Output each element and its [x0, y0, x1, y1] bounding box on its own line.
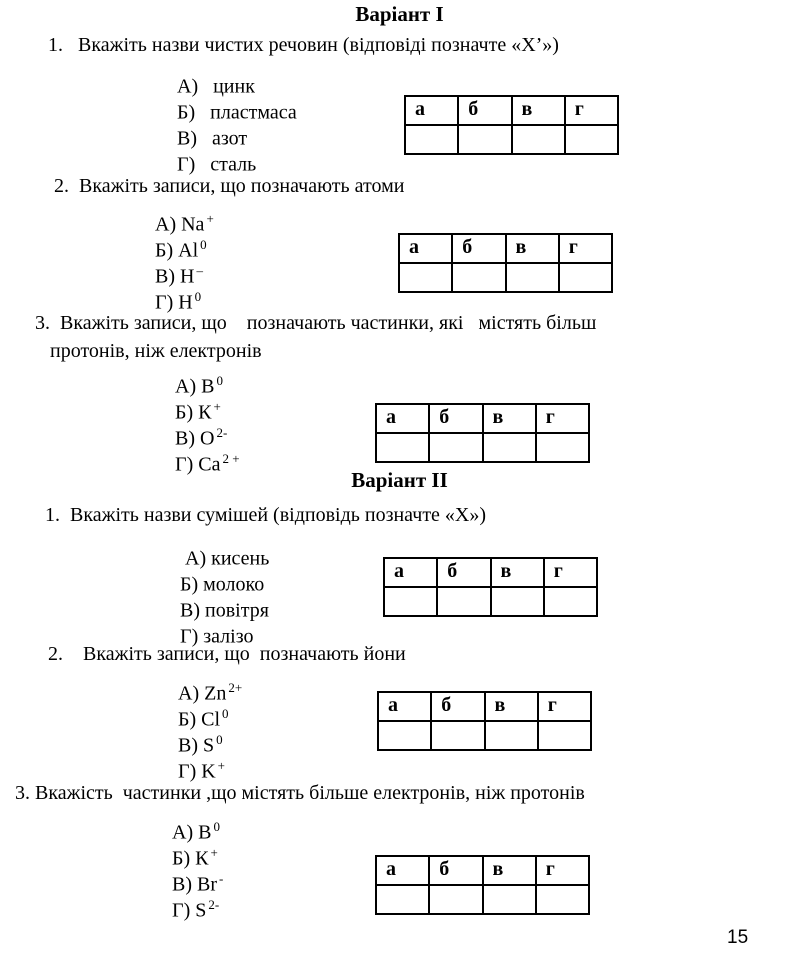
option-g	[178, 753, 242, 783]
option-sup: +	[213, 399, 221, 414]
option-label: А) Zn	[178, 682, 227, 705]
answer-cell-g[interactable]	[536, 433, 589, 462]
option-sup: 2+	[228, 680, 243, 695]
answer-cell-b[interactable]	[458, 125, 511, 154]
answer-cell-g[interactable]	[544, 587, 597, 616]
answer-cell-g[interactable]	[536, 885, 589, 914]
option-v	[175, 420, 240, 450]
variant2-question-2-options	[178, 675, 243, 783]
answer-header-v: в	[483, 856, 536, 885]
variant-1-title: Варіант I	[355, 2, 444, 26]
option-g	[172, 892, 223, 922]
answer-cell-v[interactable]	[506, 263, 559, 292]
option-a	[172, 814, 223, 844]
option-label: А) цинк	[177, 75, 255, 98]
option-label: Г) K	[178, 760, 216, 783]
variant1-question-2-text: 2. Вкажіть записи, що позначають атоми	[54, 175, 405, 197]
answer-cell-a[interactable]	[376, 433, 429, 462]
option-label: Б) пластмаса	[177, 101, 297, 124]
answer-header-v: в	[485, 692, 538, 721]
answer-table-v2q1	[383, 557, 598, 617]
answer-cell-v[interactable]	[483, 433, 536, 462]
option-label: Г) сталь	[177, 153, 257, 176]
variant2-question-1-options	[180, 540, 271, 648]
answer-header-b: б	[437, 558, 490, 587]
option-a	[155, 205, 214, 236]
answer-cell-g[interactable]	[559, 263, 612, 292]
answer-header-a: а	[384, 558, 437, 587]
option-label: А) кисень	[180, 547, 270, 570]
variant1-question-3-text-line1: 3. Вкажіть записи, що позначають частинки, які містять більш	[35, 312, 597, 334]
option-label: В) H	[155, 265, 195, 288]
option-sup: 0	[216, 732, 223, 747]
answer-cell-v[interactable]	[483, 885, 536, 914]
answer-header-g: г	[559, 234, 612, 263]
answer-header-a: а	[399, 234, 452, 263]
answer-header-b: б	[452, 234, 505, 263]
answer-header-g: г	[538, 692, 591, 721]
option-sup: 0	[194, 289, 202, 304]
option-sup: +	[206, 211, 214, 226]
option-g	[177, 144, 299, 176]
answer-table-v1q1	[404, 95, 619, 155]
answer-header-v: в	[491, 558, 544, 587]
option-a	[178, 675, 243, 705]
answer-cell-v[interactable]	[512, 125, 565, 154]
answer-table-v1q3	[375, 403, 590, 463]
option-sup: 0	[222, 706, 229, 721]
variant-2-title: Варіант II	[351, 468, 448, 492]
answer-table-v1q2	[398, 233, 613, 293]
option-label: В) Br	[172, 873, 217, 896]
option-label: В) O	[175, 427, 215, 450]
answer-header-a: а	[376, 856, 429, 885]
option-label: В) повітря	[180, 599, 269, 622]
option-b	[180, 566, 271, 596]
option-sup: 0	[216, 373, 223, 388]
option-label: Б) Al	[155, 239, 199, 262]
answer-header-v: в	[512, 96, 565, 125]
option-label: Б) К	[175, 401, 212, 424]
answer-header-a: а	[376, 404, 429, 433]
answer-cell-a[interactable]	[376, 885, 429, 914]
answer-table-v2q3	[375, 855, 590, 915]
option-label: Б) Cl	[178, 708, 221, 731]
answer-cell-a[interactable]	[405, 125, 458, 154]
option-label: А) Na	[155, 213, 205, 236]
page-number: 15	[727, 927, 749, 948]
option-b	[155, 231, 214, 262]
answer-header-b: б	[429, 856, 482, 885]
option-label: Г) H	[155, 291, 193, 314]
variant1-question-3-text-line2: протонів, ніж електронів	[50, 340, 262, 362]
answer-header-a: а	[378, 692, 431, 721]
option-label: Г) залізо	[180, 625, 254, 648]
option-label: А) B	[175, 375, 215, 398]
answer-header-a: а	[405, 96, 458, 125]
option-v	[178, 727, 242, 757]
option-b	[172, 840, 223, 870]
option-sup: 0	[213, 819, 220, 834]
answer-header-g: г	[536, 856, 589, 885]
answer-header-g: г	[565, 96, 618, 125]
answer-cell-v[interactable]	[491, 587, 544, 616]
variant2-question-3-options	[172, 814, 224, 922]
answer-header-b: б	[429, 404, 482, 433]
variant2-question-1-text: 1. Вкажіть назви сумішей (відповідь позначте «Х»)	[45, 504, 487, 526]
variant1-question-2-options	[155, 205, 214, 314]
answer-cell-b[interactable]	[429, 885, 482, 914]
option-label: Г) Ca	[175, 453, 221, 476]
option-sup: 2 +	[222, 451, 240, 466]
variant2-question-2-text: 2. Вкажіть записи, що позначають йони	[48, 643, 406, 665]
variant1-question-3-options	[175, 368, 240, 476]
option-sup: 2-	[208, 897, 220, 912]
option-v	[180, 592, 271, 622]
answer-cell-b[interactable]	[431, 721, 484, 750]
option-a	[175, 368, 240, 398]
option-label: Г) S	[172, 899, 207, 922]
answer-cell-a[interactable]	[378, 721, 431, 750]
option-a	[180, 540, 271, 570]
answer-table-v2q2	[377, 691, 592, 751]
answer-header-g: г	[544, 558, 597, 587]
answer-cell-v[interactable]	[485, 721, 538, 750]
variant1-question-1-options	[177, 66, 299, 176]
option-b	[178, 701, 242, 731]
option-label: Б) К	[172, 847, 209, 870]
answer-header-v: в	[483, 404, 536, 433]
answer-cell-a[interactable]	[399, 263, 452, 292]
answer-cell-g[interactable]	[538, 721, 591, 750]
option-label: Б) молоко	[180, 573, 265, 596]
answer-header-g: г	[536, 404, 589, 433]
option-label: А) B	[172, 821, 212, 844]
answer-header-b: б	[431, 692, 484, 721]
option-sup: -	[219, 871, 224, 886]
option-label: В) S	[178, 734, 215, 757]
option-sup: –	[196, 263, 203, 278]
option-a	[177, 66, 299, 98]
option-sup: +	[217, 758, 226, 773]
answer-cell-b[interactable]	[437, 587, 490, 616]
option-sup: 2-	[216, 425, 228, 440]
option-v	[172, 866, 224, 896]
option-sup: 0	[200, 237, 207, 252]
answer-cell-b[interactable]	[429, 433, 482, 462]
option-b	[177, 92, 299, 124]
answer-header-v: в	[506, 234, 559, 263]
option-g	[155, 283, 214, 314]
answer-cell-b[interactable]	[452, 263, 505, 292]
answer-cell-a[interactable]	[384, 587, 437, 616]
option-label: В) азот	[177, 127, 248, 150]
answer-header-b: б	[458, 96, 511, 125]
option-b	[175, 394, 240, 424]
answer-cell-g[interactable]	[565, 125, 618, 154]
variant1-question-1-text: 1. Вкажіть назви чистих речовин (відповіді позначте «Х’»)	[48, 34, 559, 56]
variant2-question-3-text: 3. Вкажість частинки ,що містять більше електронів, ніж протонів	[15, 782, 585, 804]
option-sup: +	[210, 845, 218, 860]
option-v	[155, 257, 214, 288]
